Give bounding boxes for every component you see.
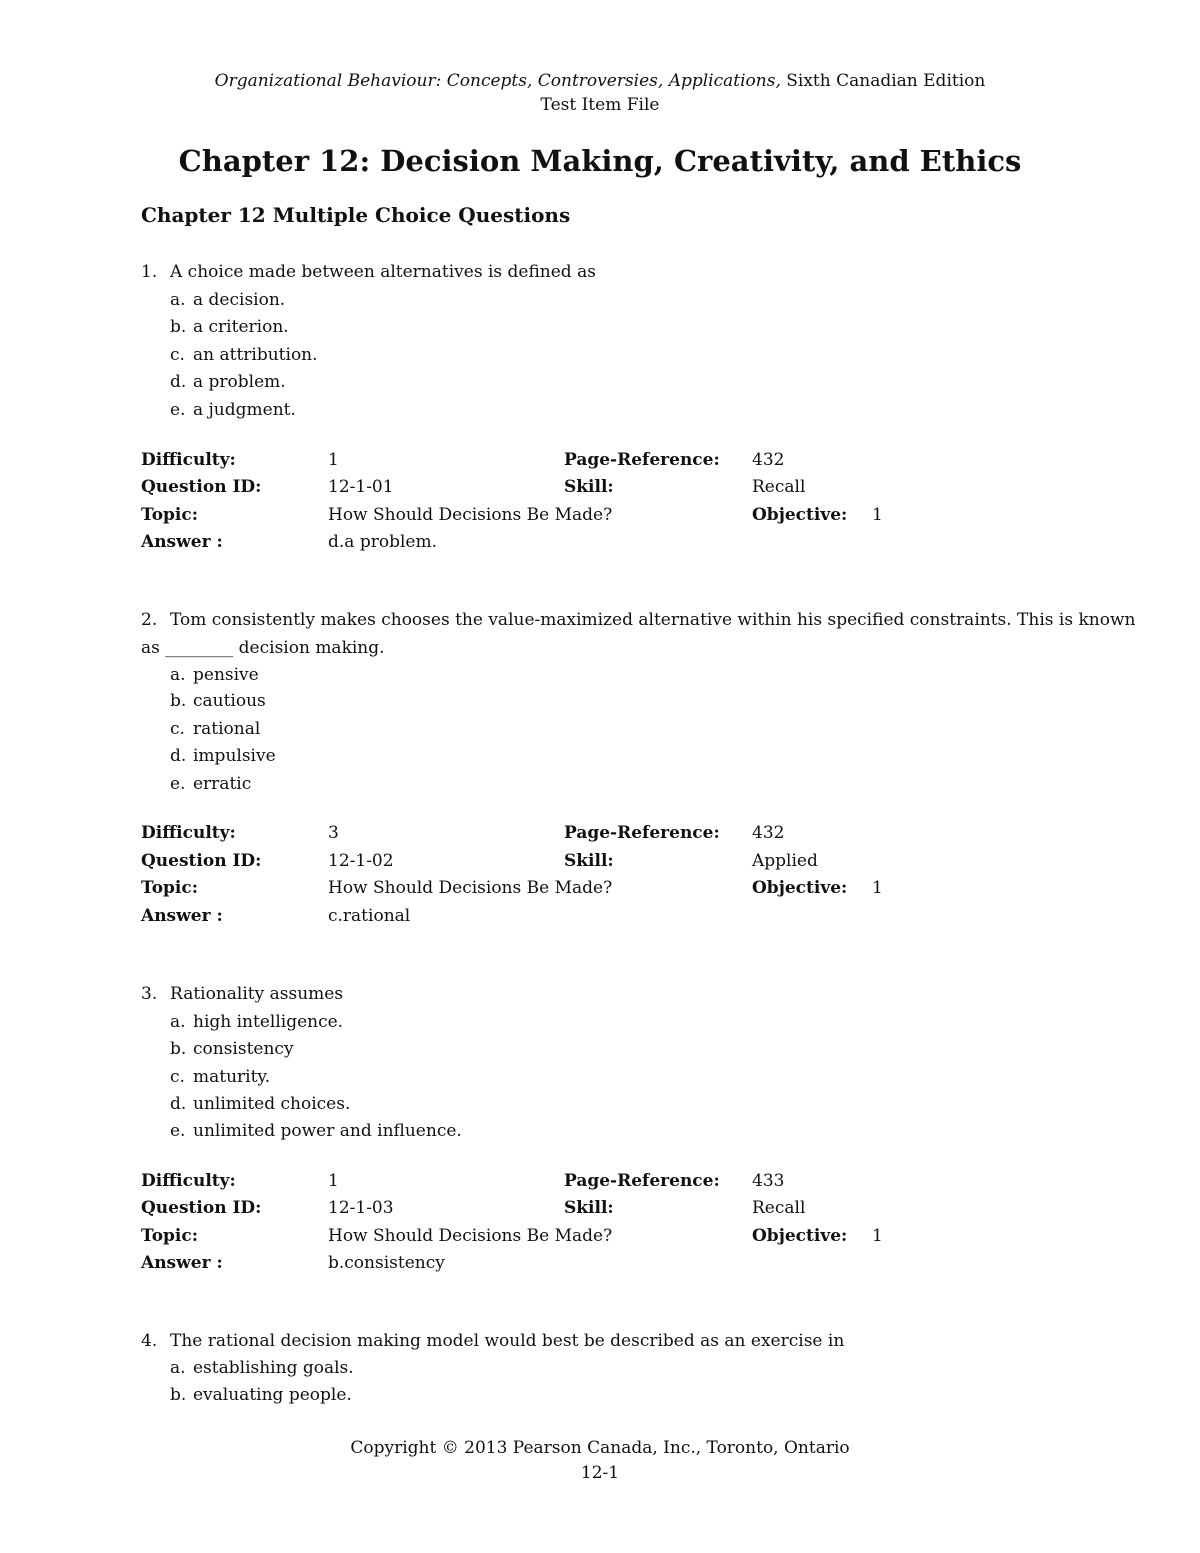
option-text: evaluating people. [193,1385,352,1405]
topic-label: Topic: [141,505,199,525]
difficulty-label: Difficulty: [141,1171,236,1191]
answer-value: b.consistency [328,1253,445,1273]
option-letter: d. [170,1094,187,1114]
question-id-value: 12-1-01 [328,477,394,497]
option-text: consistency [193,1039,294,1059]
question-stem: The rational decision making model would best be described as an exercise in [170,1331,845,1351]
answer-value: d.a problem. [328,532,437,552]
option-letter: a. [170,1012,186,1032]
running-header [0,70,1200,92]
objective-label: Objective: [752,505,848,525]
topic-value: How Should Decisions Be Made? [328,1226,613,1246]
difficulty-label: Difficulty: [141,823,236,843]
option-letter: c. [170,345,185,365]
question-stem-continued: as ________ decision making. [141,638,385,658]
option-letter: b. [170,1039,187,1059]
answer-label: Answer : [141,532,223,552]
page-reference-label: Page-Reference: [564,1171,720,1191]
skill-label: Skill: [564,477,614,497]
answer-label: Answer : [141,906,223,926]
question-number: 3. [141,984,158,1004]
option-text: unlimited choices. [193,1094,351,1114]
option-text: maturity. [193,1067,271,1087]
edition-label: Sixth Canadian Edition [780,71,986,91]
page-reference-label: Page-Reference: [564,450,720,470]
question-id-label: Question ID: [141,851,262,871]
answer-value: c.rational [328,906,411,926]
copyright-footer: Copyright © 2013 Pearson Canada, Inc., Toronto, Ontario [350,1438,850,1458]
option-letter: a. [170,1358,186,1378]
option-text: high intelligence. [193,1012,344,1032]
topic-value: How Should Decisions Be Made? [328,505,613,525]
option-letter: e. [170,774,186,794]
objective-value: 1 [872,878,883,898]
option-text: a criterion. [193,317,289,337]
skill-value: Recall [752,477,806,497]
option-letter: e. [170,400,186,420]
topic-value: How Should Decisions Be Made? [328,878,613,898]
question-stem: A choice made between alternatives is defined as [170,262,596,282]
answer-label: Answer : [141,1253,223,1273]
skill-label: Skill: [564,851,614,871]
page-reference-value: 432 [752,450,785,470]
option-text: impulsive [193,746,276,766]
option-text: rational [193,719,261,739]
option-letter: b. [170,691,187,711]
question-stem: Rationality assumes [170,984,344,1004]
option-letter: c. [170,1067,185,1087]
skill-value: Recall [752,1198,806,1218]
difficulty-label: Difficulty: [141,450,236,470]
objective-value: 1 [872,505,883,525]
page-reference-value: 433 [752,1171,785,1191]
topic-label: Topic: [141,878,199,898]
section-title: Chapter 12 Multiple Choice Questions [141,203,571,227]
skill-value: Applied [752,851,818,871]
question-id-value: 12-1-03 [328,1198,394,1218]
question-id-value: 12-1-02 [328,851,394,871]
option-letter: c. [170,719,185,739]
option-text: a decision. [193,290,286,310]
option-letter: b. [170,1385,187,1405]
page-reference-label: Page-Reference: [564,823,720,843]
objective-label: Objective: [752,1226,848,1246]
option-letter: d. [170,746,187,766]
question-number: 1. [141,262,158,282]
header-subtitle: Test Item File [540,95,660,115]
option-text: a problem. [193,372,286,392]
difficulty-value: 1 [328,1171,339,1191]
question-id-label: Question ID: [141,1198,262,1218]
option-text: erratic [193,774,252,794]
option-text: pensive [193,665,259,685]
question-number: 4. [141,1331,158,1351]
chapter-title: Chapter 12: Decision Making, Creativity, and Ethics [178,144,1022,178]
option-text: establishing goals. [193,1358,354,1378]
objective-value: 1 [872,1226,883,1246]
option-letter: d. [170,372,187,392]
question-id-label: Question ID: [141,477,262,497]
option-letter: a. [170,290,186,310]
option-text: a judgment. [193,400,296,420]
option-text: unlimited power and influence. [193,1121,462,1141]
difficulty-value: 1 [328,450,339,470]
page-reference-value: 432 [752,823,785,843]
option-text: an attribution. [193,345,318,365]
question-number: 2. [141,610,158,630]
option-text: cautious [193,691,266,711]
option-letter: e. [170,1121,186,1141]
difficulty-value: 3 [328,823,339,843]
page-number: 12-1 [580,1463,620,1483]
option-letter: a. [170,665,186,685]
skill-label: Skill: [564,1198,614,1218]
book-title: Organizational Behaviour: Concepts, Controversies, Applications, [214,71,781,91]
objective-label: Objective: [752,878,848,898]
topic-label: Topic: [141,1226,199,1246]
question-stem: Tom consistently makes chooses the value-maximized alternative within his specified constraints. This is known [170,610,1136,630]
option-letter: b. [170,317,187,337]
